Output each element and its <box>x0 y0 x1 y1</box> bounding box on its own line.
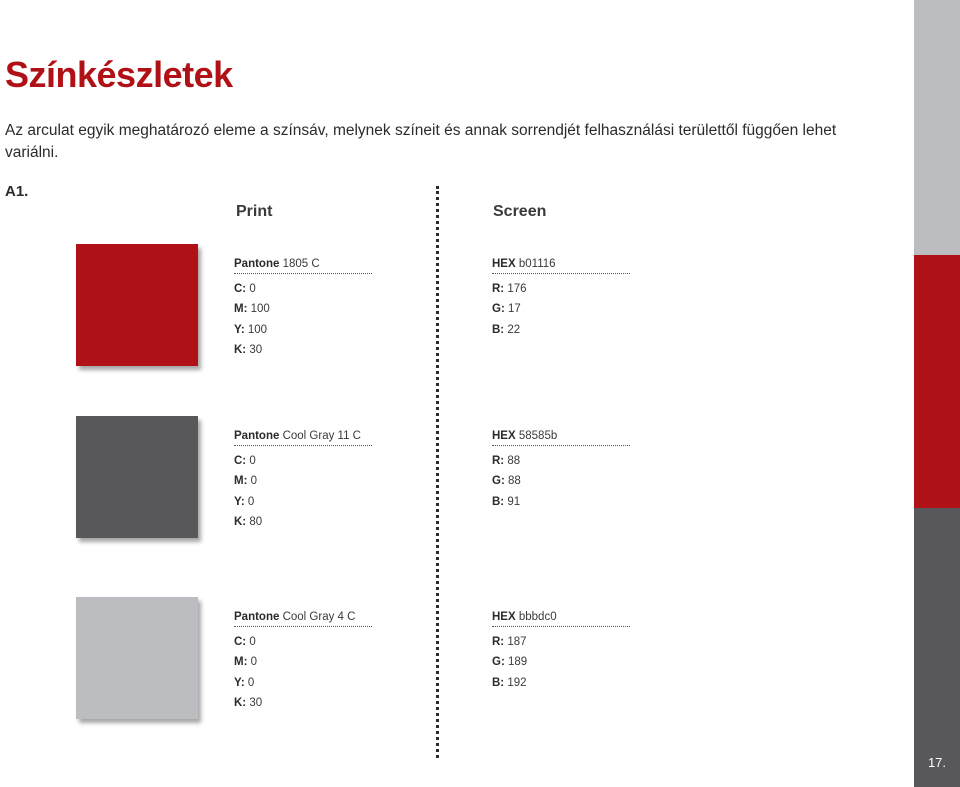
color-swatch-light-gray <box>76 597 198 719</box>
c-value: 0 <box>249 283 256 295</box>
r-value: 176 <box>507 283 527 295</box>
print-values-dark-gray <box>234 430 372 535</box>
section-label: A1. <box>5 183 29 200</box>
g-value: 17 <box>507 303 521 316</box>
hex-label: HEX <box>492 258 516 270</box>
pantone-value: Cool Gray 4 C <box>282 611 356 623</box>
hex-label: HEX <box>492 611 516 623</box>
sidebar-band-dark-gray <box>914 508 960 787</box>
page-number: 17. <box>927 755 947 770</box>
y-value: 0 <box>247 676 255 689</box>
intro-text: Az arculat egyik meghatározó eleme a színsáv, melynek színeit és annak sorrendjét felhasználási területtől függően lehet variálni. <box>5 122 837 161</box>
k-label: K: <box>234 696 247 709</box>
sidebar-band-light-gray <box>914 0 960 255</box>
k-label: K: <box>234 343 247 356</box>
pantone-label: Pantone <box>234 258 280 270</box>
m-value: 0 <box>250 475 258 488</box>
y-value: 100 <box>247 323 268 336</box>
k-value: 30 <box>249 696 263 709</box>
b-value: 192 <box>507 676 527 689</box>
k-value: 80 <box>249 515 263 528</box>
m-value: 100 <box>250 303 270 316</box>
c-label: C: <box>234 283 247 295</box>
c-value: 0 <box>249 455 256 467</box>
b-label: B: <box>492 676 505 689</box>
g-value: 88 <box>507 475 521 488</box>
b-value: 22 <box>507 323 521 336</box>
g-value: 189 <box>507 656 528 669</box>
page-title: Színkészletek <box>5 54 233 95</box>
print-values-light-gray <box>234 611 372 716</box>
print-values-red <box>234 258 372 363</box>
c-label: C: <box>234 636 247 648</box>
screen-column-header: Screen <box>493 203 547 220</box>
hex-label: HEX <box>492 430 516 442</box>
hex-value: b01116 <box>518 258 556 270</box>
m-value: 0 <box>250 656 258 669</box>
y-label: Y: <box>234 323 245 336</box>
screen-values-red <box>492 258 630 343</box>
screen-values-dark-gray <box>492 430 630 515</box>
screen-values-light-gray <box>492 611 630 696</box>
hex-value: bbbdc0 <box>518 611 557 623</box>
m-label: M: <box>234 303 248 316</box>
hex-value: 58585b <box>518 430 558 442</box>
color-swatch-dark-gray <box>76 416 198 538</box>
sidebar-band-red <box>914 255 960 508</box>
r-label: R: <box>492 455 505 467</box>
y-label: Y: <box>234 495 245 508</box>
pantone-value: 1805 C <box>282 258 320 270</box>
r-label: R: <box>492 283 505 295</box>
b-label: B: <box>492 323 505 336</box>
g-label: G: <box>492 475 505 488</box>
g-label: G: <box>492 656 505 669</box>
g-label: G: <box>492 303 505 316</box>
print-column-header: Print <box>236 203 273 220</box>
y-label: Y: <box>234 676 245 689</box>
pantone-value: Cool Gray 11 C <box>282 430 361 442</box>
c-label: C: <box>234 455 247 467</box>
y-value: 0 <box>247 495 255 508</box>
r-label: R: <box>492 636 505 648</box>
pantone-label: Pantone <box>234 430 280 442</box>
b-value: 91 <box>507 495 521 508</box>
pantone-label: Pantone <box>234 611 280 623</box>
r-value: 187 <box>507 636 527 648</box>
column-divider <box>436 186 439 758</box>
c-value: 0 <box>249 636 256 648</box>
color-swatch-red <box>76 244 198 366</box>
b-label: B: <box>492 495 505 508</box>
k-value: 30 <box>249 343 263 356</box>
m-label: M: <box>234 475 248 488</box>
r-value: 88 <box>507 455 521 467</box>
m-label: M: <box>234 656 248 669</box>
k-label: K: <box>234 515 247 528</box>
